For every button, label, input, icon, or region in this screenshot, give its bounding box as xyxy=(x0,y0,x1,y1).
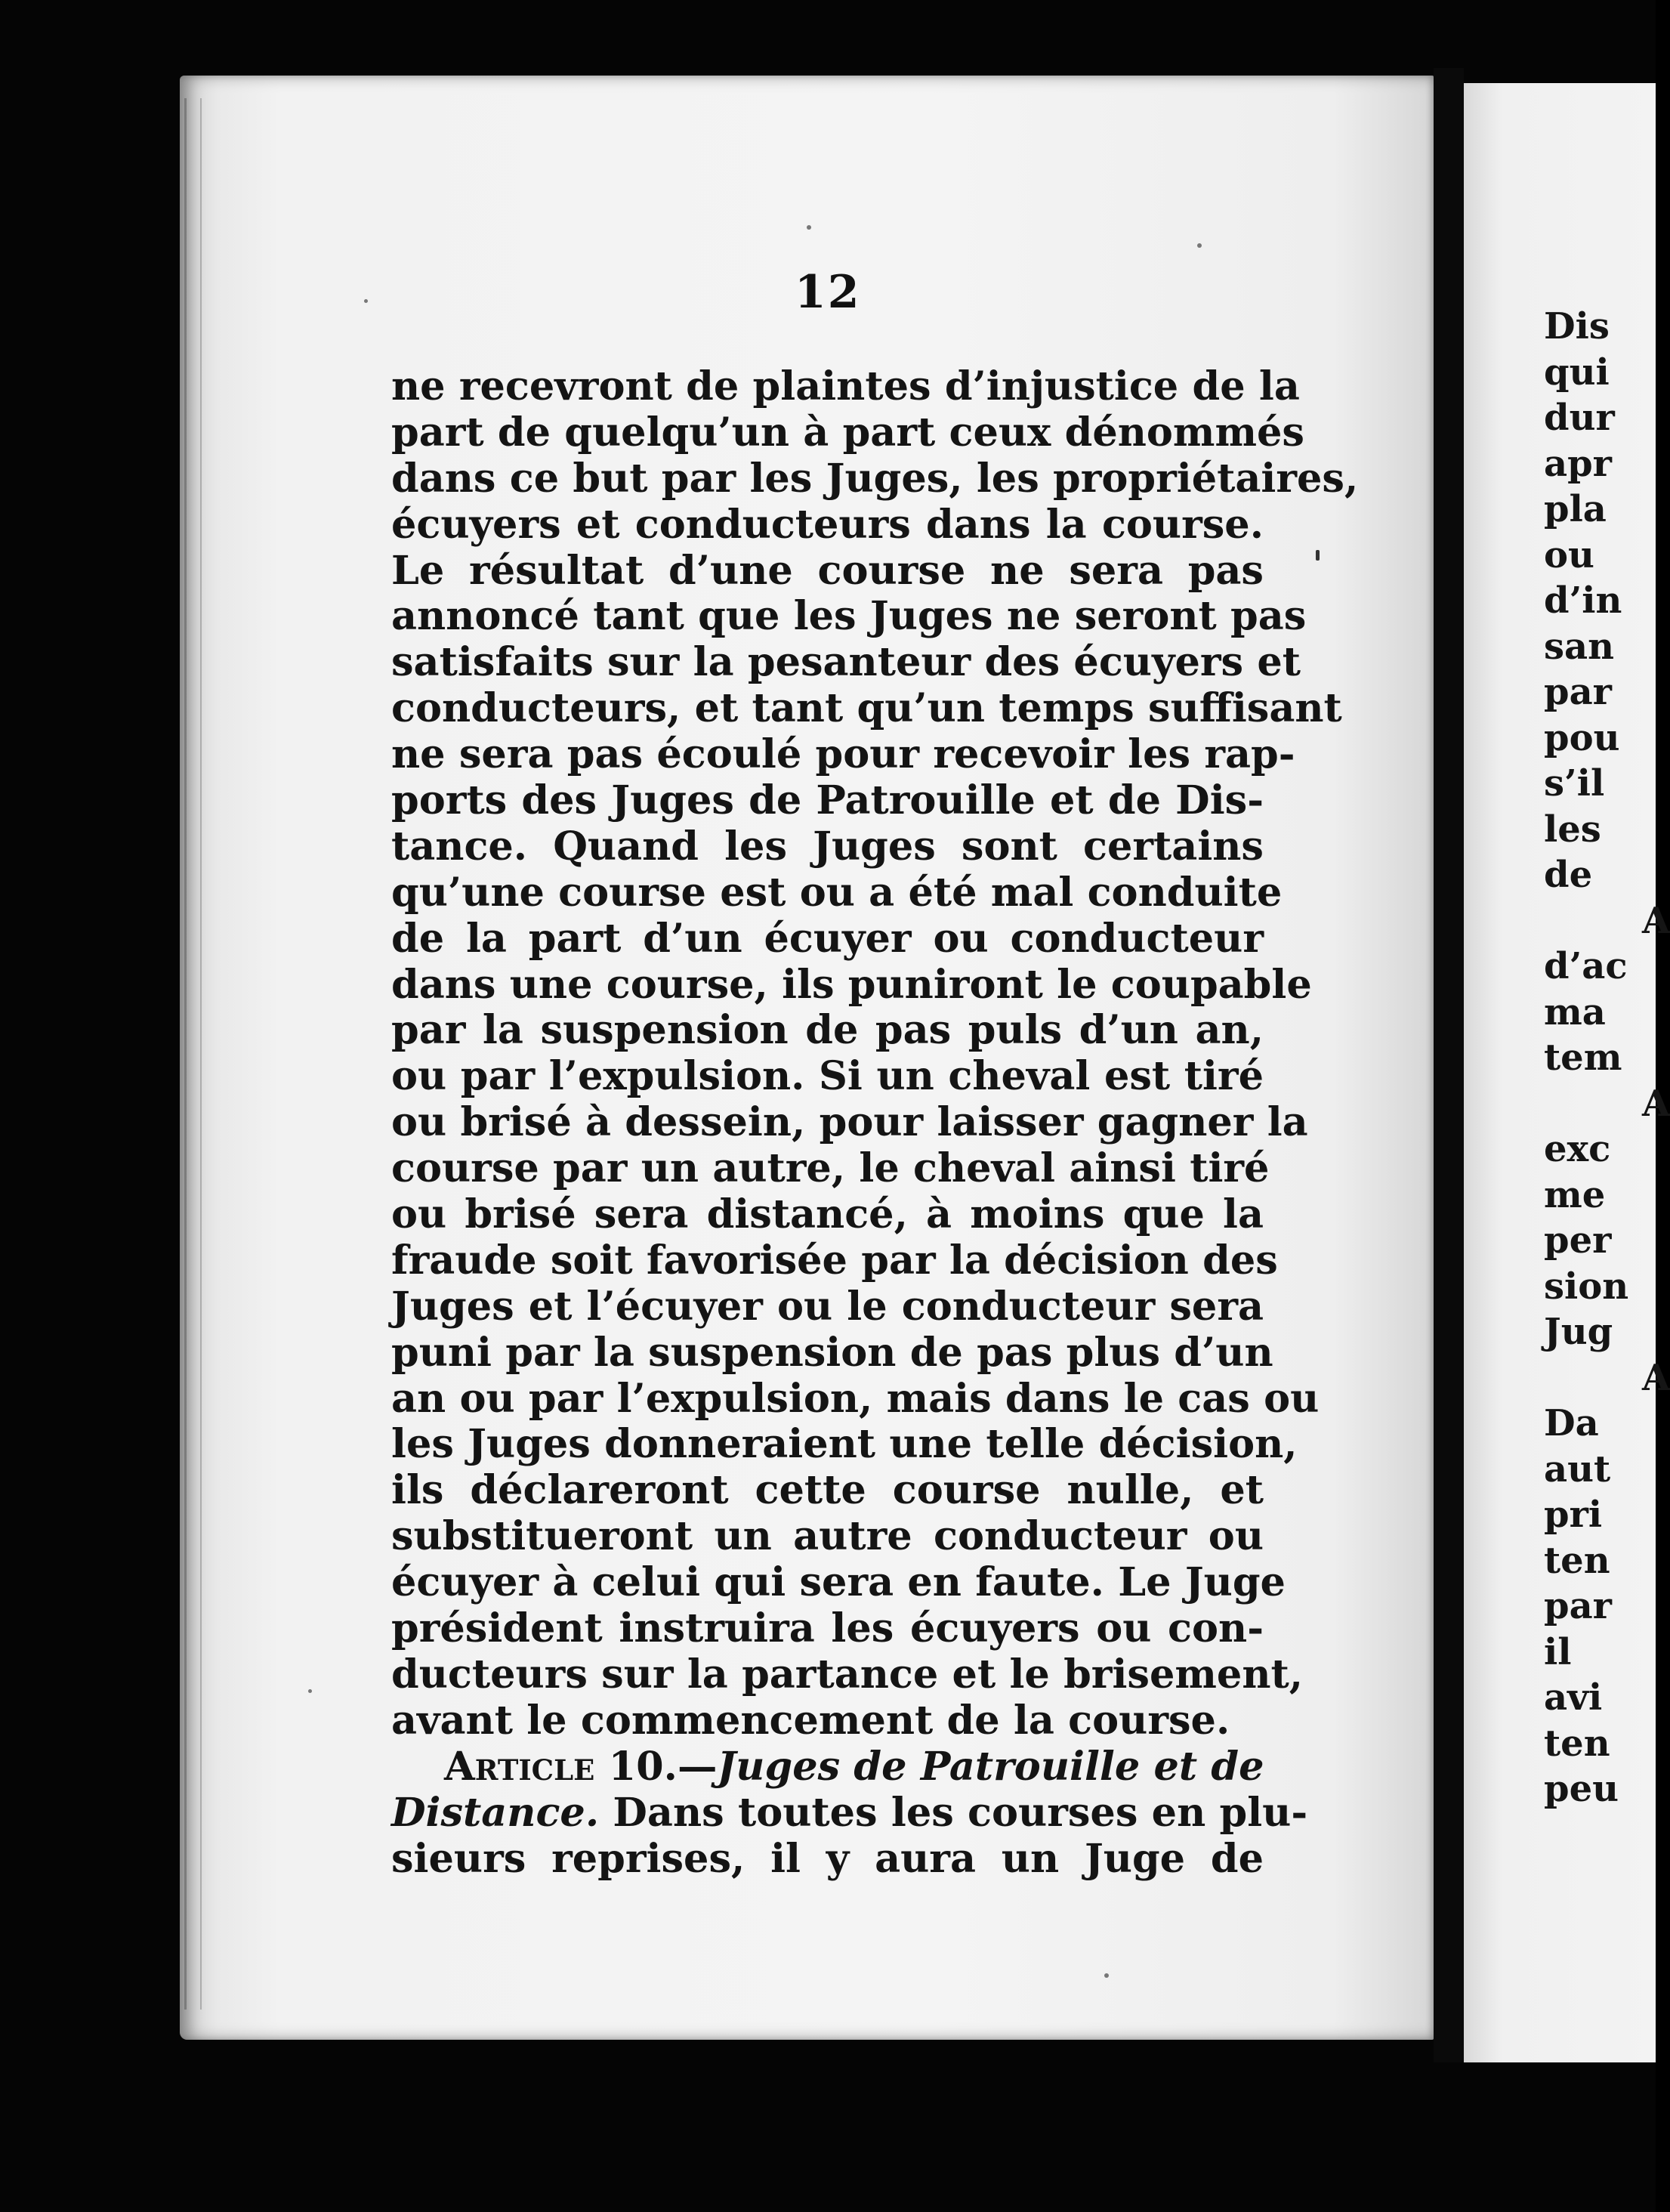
right-page-fragment: Dis xyxy=(1544,305,1610,348)
right-page-fragment: san xyxy=(1544,625,1615,668)
right-page-fragment: sion xyxy=(1544,1265,1629,1308)
text-line: tance. Quand les Juges sont certains xyxy=(391,823,1264,870)
text-line: ne recevront de plaintes d’injustice de la xyxy=(391,363,1300,409)
article-title: Juges de Patrouille et de xyxy=(717,1743,1264,1790)
text-line: fraude soit favorisée par la décision des xyxy=(391,1237,1278,1284)
text-line: ou brisé sera distancé, à moins que la xyxy=(391,1191,1264,1238)
right-page-fragment: A xyxy=(1642,1082,1670,1125)
paper-speck xyxy=(1197,243,1202,248)
right-page-fragment: ten xyxy=(1544,1539,1610,1582)
text-line: président instruira les écuyers ou con- xyxy=(391,1605,1264,1652)
text-line: écuyers et conducteurs dans la course. xyxy=(391,501,1264,548)
right-page-fragment: A xyxy=(1642,899,1670,942)
text-line: ou par l’expulsion. Si un cheval est tiré xyxy=(391,1053,1264,1100)
text-line: dans une course, ils puniront le coupable xyxy=(391,961,1312,1008)
right-page-fragment: A xyxy=(1642,1356,1670,1399)
text-line: par la suspension de pas puls d’un an, xyxy=(391,1007,1264,1054)
text-line: avant le commencement de la course. xyxy=(391,1697,1230,1744)
article-number: 10.— xyxy=(594,1743,718,1790)
right-page-text-fragments xyxy=(1544,304,1670,1812)
article-title-end: Distance. xyxy=(391,1789,600,1836)
page-number: 12 xyxy=(795,266,861,319)
text-line: puni par la suspension de pas plus d’un xyxy=(391,1329,1273,1376)
right-page-fragment: les xyxy=(1544,808,1601,851)
right-page-fragment: par xyxy=(1544,671,1612,713)
text-line: dans ce but par les Juges, les propriétaires, xyxy=(391,455,1359,502)
right-page-fragment: apr xyxy=(1544,442,1612,485)
right-page-fragment: dur xyxy=(1544,397,1615,439)
right-page-fragment: tem xyxy=(1544,1036,1622,1079)
text-line: ou brisé à dessein, pour laisser gagner la xyxy=(391,1099,1308,1146)
paper-speck xyxy=(1316,550,1320,561)
right-page-fragment: aut xyxy=(1544,1447,1611,1491)
text-line: ports des Juges de Patrouille et de Dis- xyxy=(391,777,1264,824)
text-line: qu’une course est ou a été mal conduite xyxy=(391,869,1283,916)
right-page-fragment: pla xyxy=(1544,488,1607,530)
right-page-fragment: qui xyxy=(1544,351,1610,394)
right-page-fragment: pri xyxy=(1544,1494,1603,1536)
article-text: Dans toutes les courses en plu- xyxy=(599,1789,1308,1836)
right-page-fragment: exc xyxy=(1544,1128,1611,1170)
paper-speck xyxy=(308,1689,312,1693)
text-line: Juges et l’écuyer ou le conducteur sera xyxy=(391,1283,1264,1330)
text-line: conducteurs, et tant qu’un temps suffisant xyxy=(391,685,1342,732)
text-line: course par un autre, le cheval ainsi tiré xyxy=(391,1145,1270,1192)
right-page-fragment: de xyxy=(1544,854,1593,896)
right-page-fragment: peu xyxy=(1544,1768,1619,1810)
right-page-fragment: par xyxy=(1544,1585,1612,1627)
text-line: substitueront un autre conducteur ou xyxy=(391,1513,1264,1560)
paper-speck xyxy=(807,225,811,230)
article-line-2 xyxy=(391,1789,1308,1837)
text-line: Le résultat d’une course ne sera pas xyxy=(391,547,1264,594)
text-line: part de quelqu’un à part ceux dénommés xyxy=(391,409,1304,456)
paper-speck xyxy=(1104,1973,1109,1978)
article-label: Article xyxy=(444,1743,595,1790)
article-heading-line xyxy=(391,1744,1264,1790)
right-page-fragment: me xyxy=(1544,1173,1606,1216)
text-line: an ou par l’expulsion, mais dans le cas ou xyxy=(391,1375,1320,1422)
right-page-fragment: il xyxy=(1544,1630,1572,1673)
text-line: de la part d’un écuyer ou conducteur xyxy=(391,915,1264,962)
text-line: écuyer à celui qui sera en faute. Le Juge xyxy=(391,1559,1286,1606)
text-line: ne sera pas écoulé pour recevoir les rap- xyxy=(391,731,1295,778)
article-line-3: sieurs reprises, il y aura un Juge de xyxy=(391,1835,1264,1882)
body-text xyxy=(391,363,1359,1882)
paper-speck xyxy=(364,299,368,303)
text-line: annoncé tant que les Juges ne seront pas xyxy=(391,593,1307,640)
right-page-fragment: ten xyxy=(1544,1722,1610,1765)
right-page-fragment: d’ac xyxy=(1544,945,1628,987)
right-page-fragment: pou xyxy=(1544,716,1620,759)
right-page-fragment: Da xyxy=(1544,1402,1599,1444)
right-page-fragment: s’il xyxy=(1544,762,1605,805)
text-line: satisfaits sur la pesanteur des écuyers et xyxy=(391,639,1301,686)
text-line: ducteurs sur la partance et le brisement, xyxy=(391,1651,1304,1698)
right-page-fragment: per xyxy=(1544,1219,1612,1262)
book-gutter xyxy=(1434,68,1464,2062)
right-page-fragment: ou xyxy=(1544,533,1594,576)
right-page-fragment: Jug xyxy=(1544,1311,1613,1353)
right-page-fragment: ma xyxy=(1544,990,1606,1033)
right-page-fragment: d’in xyxy=(1544,579,1622,622)
text-line: les Juges donneraient une telle décision, xyxy=(391,1421,1298,1468)
text-line: ils déclareront cette course nulle, et xyxy=(391,1467,1264,1514)
right-page-fragment: avi xyxy=(1544,1676,1603,1719)
